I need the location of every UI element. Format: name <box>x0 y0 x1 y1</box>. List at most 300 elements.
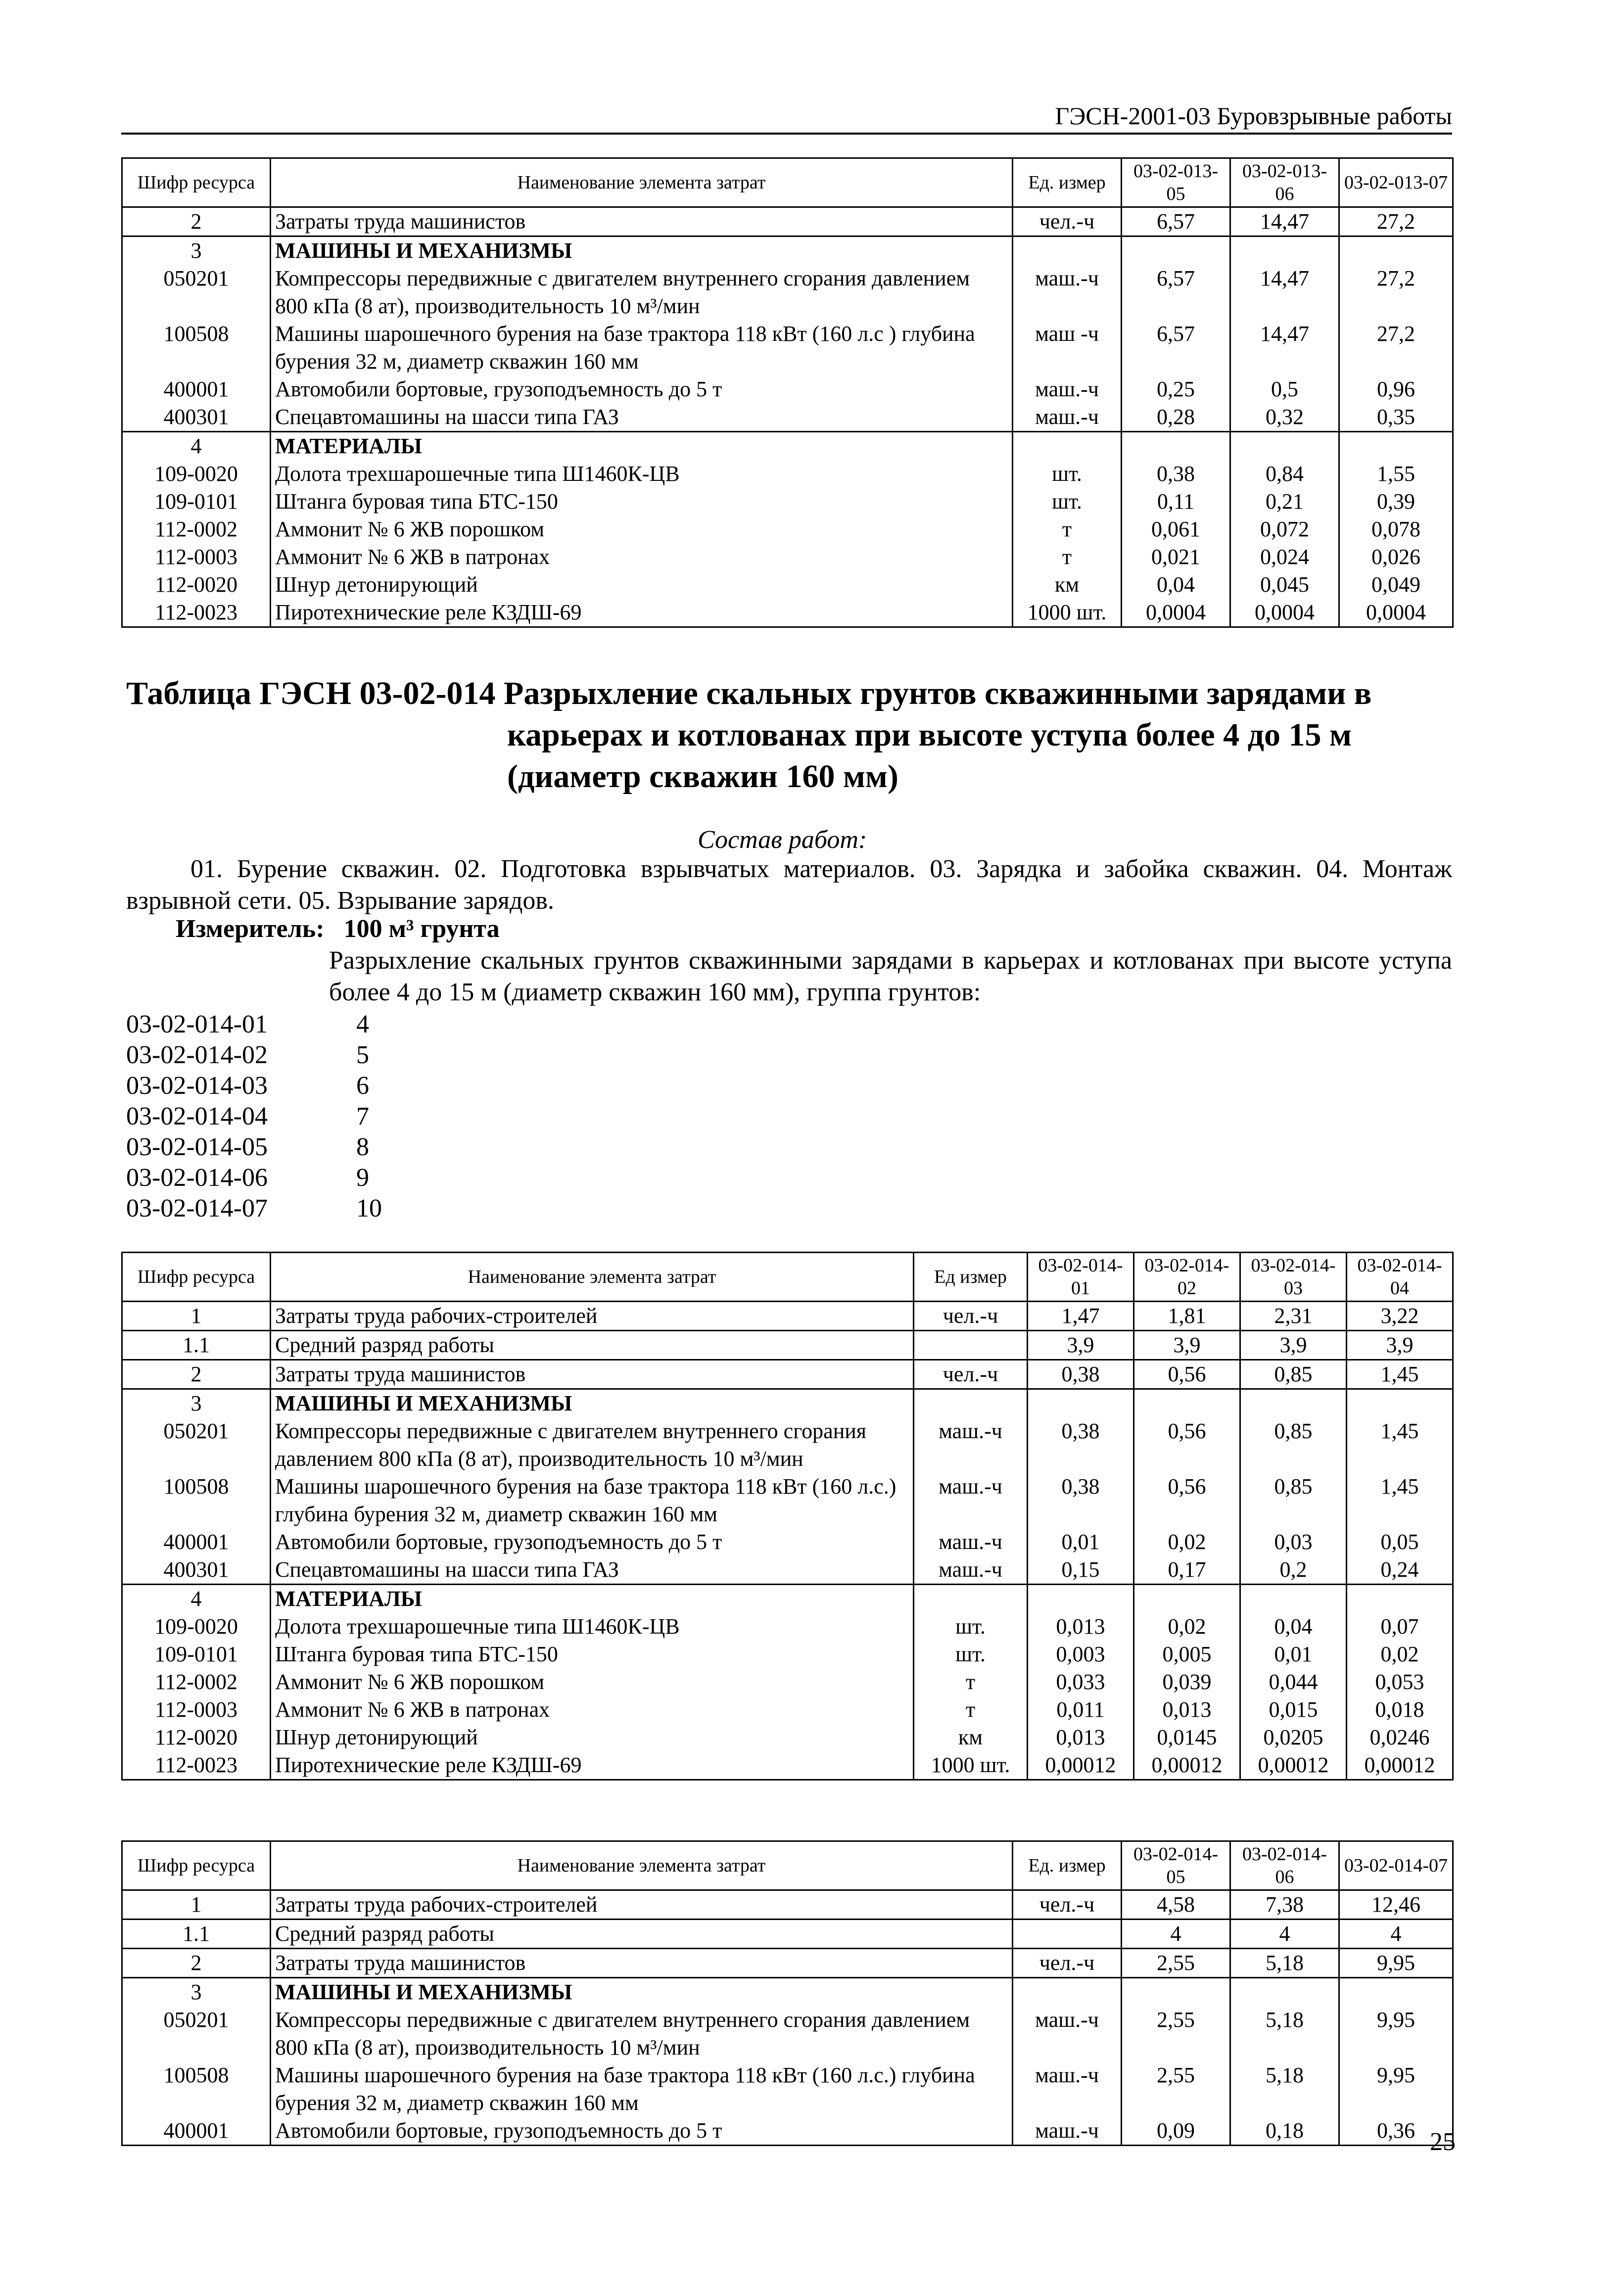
soil-group: 7 <box>356 1102 369 1130</box>
list-item <box>126 1071 382 1101</box>
unit-cell: т <box>1013 515 1122 543</box>
cost-element-name: Средний разряд работы <box>271 1331 914 1360</box>
table-row <box>122 1640 1453 1668</box>
col-header-norm: 03-02-013-05 <box>1122 158 1230 207</box>
resource-code: 1 <box>122 1890 271 1920</box>
value-cell: 0,0145 <box>1134 1724 1240 1751</box>
cost-element-name: Машины шарошечного бурения на базе трактора 118 кВт (160 л.с ) глубина бурения 32 м, диаметр скважин 160 мм <box>271 320 1013 375</box>
norm-code: 03-02-014-07 <box>126 1194 268 1222</box>
resource-code: 2 <box>122 207 271 236</box>
col-header-norm: 03-02-014-04 <box>1347 1253 1453 1302</box>
unit-cell: маш.-ч <box>1013 2006 1122 2062</box>
norm-code: 03-02-014-03 <box>126 1072 268 1100</box>
value-cell: 1,45 <box>1347 1473 1453 1528</box>
list-item <box>126 1193 382 1224</box>
table-row <box>122 1528 1453 1556</box>
cost-element-name: МАШИНЫ И МЕХАНИЗМЫ <box>271 236 1013 265</box>
value-cell: 0,045 <box>1230 571 1339 599</box>
cost-element-name: МАШИНЫ И МЕХАНИЗМЫ <box>271 1389 914 1418</box>
unit-cell: маш.-ч <box>1013 2062 1122 2117</box>
table-row <box>122 1389 1453 1418</box>
unit-cell: маш.-ч <box>914 1528 1028 1556</box>
value-cell: 0,02 <box>1134 1528 1240 1556</box>
value-cell: 7,38 <box>1230 1890 1339 1920</box>
resource-code: 109-0020 <box>122 460 271 488</box>
col-header-name: Наименование элемента затрат <box>271 1253 914 1302</box>
resource-code: 112-0002 <box>122 1668 271 1696</box>
value-cell: 0,013 <box>1134 1696 1240 1724</box>
resource-code: 100508 <box>122 320 271 375</box>
table-row <box>122 2117 1453 2146</box>
value-cell: 0,015 <box>1240 1696 1347 1724</box>
value-cell <box>1230 432 1339 461</box>
resource-code: 050201 <box>122 2006 271 2062</box>
soil-group: 6 <box>356 1072 369 1100</box>
value-cell: 0,078 <box>1339 515 1453 543</box>
value-cell <box>1134 1389 1240 1418</box>
value-cell: 0,38 <box>1028 1417 1134 1473</box>
resource-table-014-05-07 <box>121 1840 1454 2146</box>
value-cell: 2,31 <box>1240 1302 1347 1331</box>
resource-code: 400301 <box>122 403 271 432</box>
value-cell: 0,09 <box>1122 2117 1230 2146</box>
value-cell: 0,85 <box>1240 1360 1347 1389</box>
cost-element-name: Аммонит № 6 ЖВ в патронах <box>271 1696 914 1724</box>
table-row <box>122 571 1453 599</box>
value-cell: 0,28 <box>1122 403 1230 432</box>
table-header-row <box>122 158 1453 207</box>
resource-code: 100508 <box>122 2062 271 2117</box>
col-header-norm: 03-02-014-01 <box>1028 1253 1134 1302</box>
value-cell: 0,2 <box>1240 1556 1347 1585</box>
cost-element-name: Автомобили бортовые, грузоподъемность до 5 т <box>271 375 1013 403</box>
resource-code: 050201 <box>122 265 271 320</box>
cost-element-name: Затраты труда машинистов <box>271 1949 1013 1978</box>
resource-code: 4 <box>122 1585 271 1613</box>
value-cell: 0,021 <box>1122 543 1230 571</box>
value-cell: 0,044 <box>1240 1668 1347 1696</box>
unit-cell <box>914 1389 1028 1418</box>
unit-cell: км <box>914 1724 1028 1751</box>
value-cell <box>1347 1585 1453 1613</box>
cost-element-name: Спецавтомашины на шасси типа ГАЗ <box>271 403 1013 432</box>
table-row <box>122 1417 1453 1473</box>
norm-code-list <box>126 1009 382 1224</box>
cost-element-name: Шнур детонирующий <box>271 1724 914 1751</box>
resource-code: 112-0020 <box>122 1724 271 1751</box>
col-header-unit: Ед измер <box>914 1253 1028 1302</box>
resource-code: 1.1 <box>122 1920 271 1949</box>
value-cell: 0,00012 <box>1028 1751 1134 1780</box>
value-cell: 14,47 <box>1230 207 1339 236</box>
unit-cell <box>914 1331 1028 1360</box>
resource-code: 400001 <box>122 1528 271 1556</box>
value-cell: 6,57 <box>1122 265 1230 320</box>
resource-code: 050201 <box>122 1417 271 1473</box>
cost-element-name: Аммонит № 6 ЖВ порошком <box>271 515 1013 543</box>
list-item <box>126 1009 382 1040</box>
value-cell <box>1028 1585 1134 1613</box>
value-cell: 12,46 <box>1339 1890 1453 1920</box>
value-cell: 0,15 <box>1028 1556 1134 1585</box>
value-cell: 0,35 <box>1339 403 1453 432</box>
value-cell: 0,026 <box>1339 543 1453 571</box>
table-row <box>122 1473 1453 1528</box>
table-row <box>122 265 1453 320</box>
value-cell: 0,0004 <box>1122 599 1230 627</box>
value-cell: 2,55 <box>1122 2062 1230 2117</box>
running-header: ГЭСН-2001-03 Буровзрывные работы <box>121 99 1452 135</box>
table-row <box>122 236 1453 265</box>
cost-element-name: Штанга буровая типа БТС-150 <box>271 1640 914 1668</box>
norm-code: 03-02-014-01 <box>126 1010 268 1038</box>
resource-code: 112-0023 <box>122 599 271 627</box>
value-cell: 1,81 <box>1134 1302 1240 1331</box>
value-cell: 0,25 <box>1122 375 1230 403</box>
soil-group: 8 <box>356 1133 369 1161</box>
value-cell: 1,45 <box>1347 1360 1453 1389</box>
cost-element-name: Штанга буровая типа БТС-150 <box>271 488 1013 515</box>
unit-cell: шт. <box>914 1640 1028 1668</box>
cost-element-name: Компрессоры передвижные с двигателем внутреннего сгорания давлением 800 кПа (8 ат), производительность 10 м³/мин <box>271 1417 914 1473</box>
value-cell <box>1339 236 1453 265</box>
title-line-3: (диаметр скважин 160 мм) <box>507 758 898 795</box>
value-cell <box>1230 1978 1339 2007</box>
value-cell: 0,049 <box>1339 571 1453 599</box>
soil-group: 4 <box>356 1010 369 1038</box>
value-cell: 0,18 <box>1230 2117 1339 2146</box>
value-cell: 0,00012 <box>1347 1751 1453 1780</box>
value-cell <box>1339 432 1453 461</box>
value-cell: 0,85 <box>1240 1417 1347 1473</box>
unit-cell: чел.-ч <box>1013 207 1122 236</box>
value-cell: 0,04 <box>1122 571 1230 599</box>
table-row <box>122 2062 1453 2117</box>
col-header-code: Шифр ресурса <box>122 1841 271 1890</box>
table-row <box>122 375 1453 403</box>
unit-cell: маш.-ч <box>1013 375 1122 403</box>
meter-value: 100 м³ грунта <box>343 915 500 943</box>
unit-cell: т <box>1013 543 1122 571</box>
list-item <box>126 1132 382 1163</box>
value-cell: 9,95 <box>1339 2006 1453 2062</box>
unit-cell: чел.-ч <box>1013 1949 1122 1978</box>
col-header-norm: 03-02-014-07 <box>1339 1841 1453 1890</box>
value-cell <box>1134 1585 1240 1613</box>
value-cell: 0,84 <box>1230 460 1339 488</box>
col-header-unit: Ед. измер <box>1013 158 1122 207</box>
unit-cell: чел.-ч <box>1013 1890 1122 1920</box>
cost-element-name: Спецавтомашины на шасси типа ГАЗ <box>271 1556 914 1585</box>
unit-cell: 1000 шт. <box>914 1751 1028 1780</box>
value-cell: 6,57 <box>1122 207 1230 236</box>
table-row <box>122 320 1453 375</box>
cost-element-name: Затраты труда рабочих-строителей <box>271 1302 914 1331</box>
work-composition-heading: Состав работ: <box>698 826 867 854</box>
value-cell: 1,55 <box>1339 460 1453 488</box>
table-row <box>122 599 1453 627</box>
cost-element-name: Машины шарошечного бурения на базе трактора 118 кВт (160 л.с.) глубина бурения 32 м, диаметр скважин 160 мм <box>271 2062 1013 2117</box>
unit-cell: маш.-ч <box>1013 2117 1122 2146</box>
value-cell: 0,05 <box>1347 1528 1453 1556</box>
value-cell: 0,07 <box>1347 1613 1453 1640</box>
meter-label: Измеритель: <box>176 915 325 943</box>
col-header-unit: Ед. измер <box>1013 1841 1122 1890</box>
cost-element-name: Пиротехнические реле КЗДШ-69 <box>271 1751 914 1780</box>
value-cell: 0,56 <box>1134 1473 1240 1528</box>
value-cell <box>1240 1585 1347 1613</box>
cost-element-name: Компрессоры передвижные с двигателем внутреннего сгорания давлением 800 кПа (8 ат), производительность 10 м³/мин <box>271 2006 1013 2062</box>
unit-cell: шт. <box>914 1613 1028 1640</box>
value-cell: 0,003 <box>1028 1640 1134 1668</box>
value-cell: 0,38 <box>1028 1473 1134 1528</box>
resource-code: 1 <box>122 1302 271 1331</box>
table-row <box>122 1613 1453 1640</box>
resource-code: 3 <box>122 236 271 265</box>
value-cell: 0,85 <box>1240 1473 1347 1528</box>
resource-code: 2 <box>122 1360 271 1389</box>
title-line-1: Таблица ГЭСН 03-02-014 Разрыхление скальных грунтов скважинными зарядами в <box>126 675 1372 711</box>
value-cell: 3,9 <box>1134 1331 1240 1360</box>
value-cell: 14,47 <box>1230 320 1339 375</box>
cost-element-name: Затраты труда рабочих-строителей <box>271 1890 1013 1920</box>
cost-element-name: МАТЕРИАЛЫ <box>271 1585 914 1613</box>
value-cell: 0,5 <box>1230 375 1339 403</box>
cost-element-name: Компрессоры передвижные с двигателем внутреннего сгорания давлением 800 кПа (8 ат), производительность 10 м³/мин <box>271 265 1013 320</box>
unit-cell: маш.-ч <box>914 1417 1028 1473</box>
cost-element-name: Аммонит № 6 ЖВ порошком <box>271 1668 914 1696</box>
col-header-norm: 03-02-014-06 <box>1230 1841 1339 1890</box>
resource-code: 1.1 <box>122 1331 271 1360</box>
col-header-code: Шифр ресурса <box>122 158 271 207</box>
value-cell: 0,24 <box>1347 1556 1453 1585</box>
unit-cell: 1000 шт. <box>1013 599 1122 627</box>
value-cell: 0,018 <box>1347 1696 1453 1724</box>
value-cell: 27,2 <box>1339 320 1453 375</box>
value-cell: 1,47 <box>1028 1302 1134 1331</box>
cost-element-name: Автомобили бортовые, грузоподъемность до 5 т <box>271 1528 914 1556</box>
cost-element-name: МАТЕРИАЛЫ <box>271 432 1013 461</box>
unit-cell <box>1013 1978 1122 2007</box>
value-cell: 0,0205 <box>1240 1724 1347 1751</box>
resource-code: 112-0023 <box>122 1751 271 1780</box>
value-cell: 0,32 <box>1230 403 1339 432</box>
value-cell: 3,22 <box>1347 1302 1453 1331</box>
col-header-name: Наименование элемента затрат <box>271 158 1013 207</box>
unit-cell: км <box>1013 571 1122 599</box>
value-cell: 0,072 <box>1230 515 1339 543</box>
value-cell: 0,56 <box>1134 1417 1240 1473</box>
page-number: 25 <box>1430 2128 1456 2156</box>
table-row <box>122 1556 1453 1585</box>
cost-element-name: Затраты труда машинистов <box>271 1360 914 1389</box>
list-item <box>126 1163 382 1193</box>
value-cell: 4 <box>1230 1920 1339 1949</box>
table-title <box>126 673 1447 797</box>
value-cell: 0,56 <box>1134 1360 1240 1389</box>
table-row <box>122 1978 1453 2007</box>
value-cell: 14,47 <box>1230 265 1339 320</box>
table-row <box>122 543 1453 571</box>
value-cell <box>1230 236 1339 265</box>
value-cell: 0,061 <box>1122 515 1230 543</box>
resource-code: 400301 <box>122 1556 271 1585</box>
value-cell: 0,02 <box>1347 1640 1453 1668</box>
table-row <box>122 515 1453 543</box>
unit-cell <box>1013 236 1122 265</box>
cost-element-name: Шнур детонирующий <box>271 571 1013 599</box>
table-row <box>122 1949 1453 1978</box>
resource-code: 112-0020 <box>122 571 271 599</box>
table-header-row <box>122 1841 1453 1890</box>
value-cell: 0,21 <box>1230 488 1339 515</box>
col-header-norm: 03-02-013-06 <box>1230 158 1339 207</box>
value-cell: 0,053 <box>1347 1668 1453 1696</box>
table-row <box>122 1302 1453 1331</box>
value-cell: 9,95 <box>1339 2062 1453 2117</box>
value-cell: 6,57 <box>1122 320 1230 375</box>
unit-cell: т <box>914 1668 1028 1696</box>
value-cell: 0,00012 <box>1240 1751 1347 1780</box>
value-cell <box>1240 1389 1347 1418</box>
table-row <box>122 2006 1453 2062</box>
value-cell: 0,039 <box>1134 1668 1240 1696</box>
work-composition-text: 01. Бурение скважин. 02. Подготовка взрывчатых материалов. 03. Зарядка и забойка скважин. 04. Монтаж взрывной сети. 05. Взрывание зарядов. <box>126 855 1452 915</box>
col-header-norm: 03-02-013-07 <box>1339 158 1453 207</box>
value-cell: 0,38 <box>1122 460 1230 488</box>
unit-cell: шт. <box>1013 460 1122 488</box>
col-header-norm: 03-02-014-02 <box>1134 1253 1240 1302</box>
unit-cell <box>914 1585 1028 1613</box>
norm-code: 03-02-014-04 <box>126 1102 268 1130</box>
measurement-unit <box>176 914 500 943</box>
list-item <box>126 1040 382 1071</box>
value-cell <box>1347 1389 1453 1418</box>
value-cell: 5,18 <box>1230 2062 1339 2117</box>
resource-code: 109-0020 <box>122 1613 271 1640</box>
table-row <box>122 1360 1453 1389</box>
value-cell: 0,39 <box>1339 488 1453 515</box>
cost-element-name: Аммонит № 6 ЖВ в патронах <box>271 543 1013 571</box>
table-row <box>122 1751 1453 1780</box>
resource-code: 2 <box>122 1949 271 1978</box>
value-cell: 3,9 <box>1240 1331 1347 1360</box>
resource-code: 400001 <box>122 375 271 403</box>
table-row <box>122 1890 1453 1920</box>
resource-table-014-01-04 <box>121 1252 1454 1781</box>
soil-group: 9 <box>356 1164 369 1192</box>
resource-code: 100508 <box>122 1473 271 1528</box>
value-cell: 3,9 <box>1347 1331 1453 1360</box>
table-header-row <box>122 1253 1453 1302</box>
value-cell: 0,01 <box>1028 1528 1134 1556</box>
resource-code: 109-0101 <box>122 488 271 515</box>
value-cell <box>1122 432 1230 461</box>
table-row <box>122 1668 1453 1696</box>
unit-cell: чел.-ч <box>914 1302 1028 1331</box>
col-header-name: Наименование элемента затрат <box>271 1841 1013 1890</box>
cost-element-name: Машины шарошечного бурения на базе трактора 118 кВт (160 л.с.) глубина бурения 32 м, диаметр скважин 160 мм <box>271 1473 914 1528</box>
value-cell <box>1122 236 1230 265</box>
cost-element-name: Средний разряд работы <box>271 1920 1013 1949</box>
value-cell: 0,033 <box>1028 1668 1134 1696</box>
soil-group: 10 <box>356 1194 382 1222</box>
value-cell: 0,01 <box>1240 1640 1347 1668</box>
unit-cell <box>1013 1920 1122 1949</box>
resource-code: 3 <box>122 1978 271 2007</box>
value-cell: 0,17 <box>1134 1556 1240 1585</box>
value-cell: 0,96 <box>1339 375 1453 403</box>
table-row <box>122 1696 1453 1724</box>
unit-cell <box>1013 432 1122 461</box>
resource-code: 400001 <box>122 2117 271 2146</box>
value-cell: 4,58 <box>1122 1890 1230 1920</box>
value-cell: 0,38 <box>1028 1360 1134 1389</box>
value-cell <box>1028 1389 1134 1418</box>
value-cell <box>1122 1978 1230 2007</box>
value-cell: 4 <box>1122 1920 1230 1949</box>
table-row <box>122 432 1453 461</box>
cost-element-name: Затраты труда машинистов <box>271 207 1013 236</box>
col-header-code: Шифр ресурса <box>122 1253 271 1302</box>
unit-cell: маш -ч <box>1013 320 1122 375</box>
unit-cell: чел.-ч <box>914 1360 1028 1389</box>
resource-code: 112-0003 <box>122 1696 271 1724</box>
value-cell: 2,55 <box>1122 2006 1230 2062</box>
value-cell: 0,013 <box>1028 1724 1134 1751</box>
resource-code: 4 <box>122 432 271 461</box>
table-row <box>122 488 1453 515</box>
value-cell: 0,013 <box>1028 1613 1134 1640</box>
resource-code: 3 <box>122 1389 271 1418</box>
value-cell: 0,024 <box>1230 543 1339 571</box>
table-row <box>122 1920 1453 1949</box>
cost-element-name: Долота трехшарошечные типа Ш1460К-ЦВ <box>271 1613 914 1640</box>
cost-element-name: Долота трехшарошечные типа Ш1460К-ЦВ <box>271 460 1013 488</box>
value-cell: 0,00012 <box>1134 1751 1240 1780</box>
table-row <box>122 1724 1453 1751</box>
table-row <box>122 1331 1453 1360</box>
value-cell: 0,03 <box>1240 1528 1347 1556</box>
value-cell: 0,11 <box>1122 488 1230 515</box>
unit-cell: т <box>914 1696 1028 1724</box>
value-cell: 0,011 <box>1028 1696 1134 1724</box>
value-cell: 0,0004 <box>1339 599 1453 627</box>
norm-description: Разрыхление скальных грунтов скважинными зарядами в карьерах и котлованах при высоте уступа более 4 до 15 м (диаметр скважин 160 мм), группа грунтов: <box>329 946 1452 1006</box>
value-cell: 2,55 <box>1122 1949 1230 1978</box>
value-cell <box>1339 1978 1453 2007</box>
value-cell: 3,9 <box>1028 1331 1134 1360</box>
value-cell: 0,02 <box>1134 1613 1240 1640</box>
unit-cell: маш.-ч <box>1013 265 1122 320</box>
cost-element-name: Пиротехнические реле КЗДШ-69 <box>271 599 1013 627</box>
value-cell: 1,45 <box>1347 1417 1453 1473</box>
value-cell: 5,18 <box>1230 1949 1339 1978</box>
soil-group: 5 <box>356 1041 369 1069</box>
table-row <box>122 460 1453 488</box>
table-row <box>122 207 1453 236</box>
value-cell: 0,0246 <box>1347 1724 1453 1751</box>
value-cell: 27,2 <box>1339 207 1453 236</box>
resource-code: 112-0002 <box>122 515 271 543</box>
cost-element-name: Автомобили бортовые, грузоподъемность до 5 т <box>271 2117 1013 2146</box>
value-cell: 5,18 <box>1230 2006 1339 2062</box>
resource-code: 109-0101 <box>122 1640 271 1668</box>
value-cell: 4 <box>1339 1920 1453 1949</box>
unit-cell: маш.-ч <box>914 1556 1028 1585</box>
col-header-norm: 03-02-014-05 <box>1122 1841 1230 1890</box>
title-line-2: карьерах и котлованах при высоте уступа более 4 до 15 м <box>507 717 1352 753</box>
